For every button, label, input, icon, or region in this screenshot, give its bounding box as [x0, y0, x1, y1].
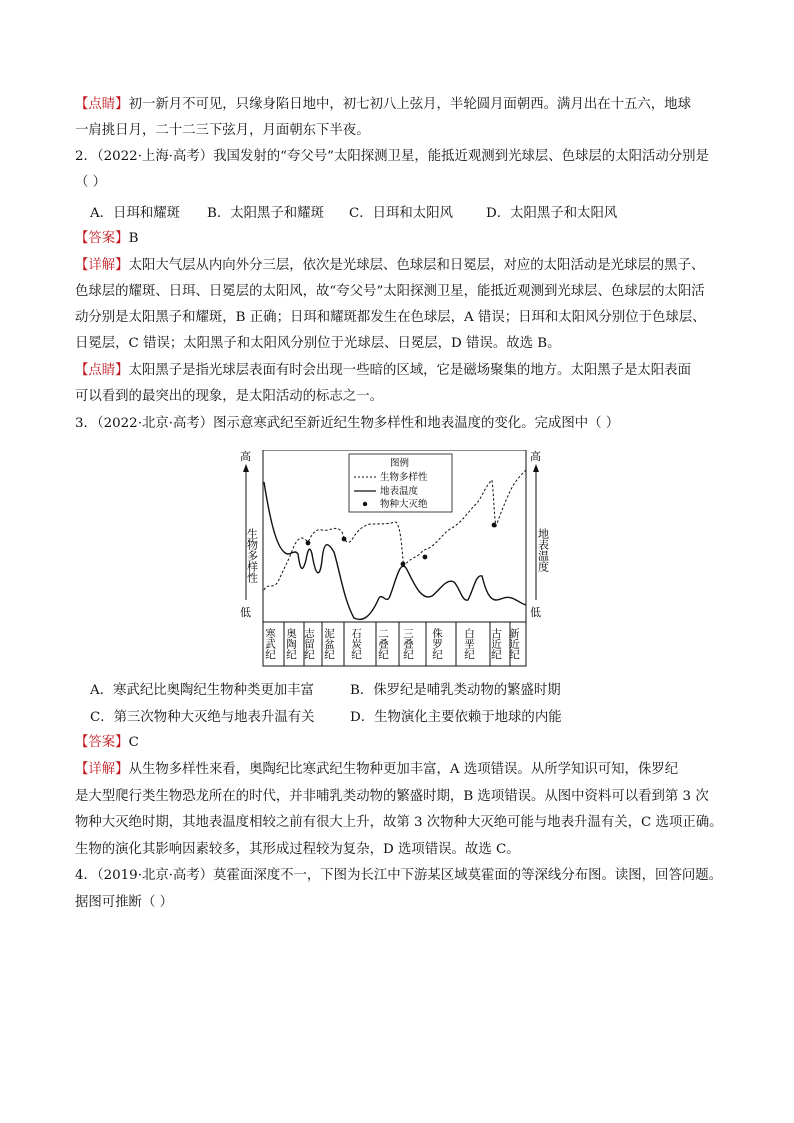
- extinction-dot-1: [306, 541, 311, 546]
- period-neogene: 新近纪: [508, 628, 520, 660]
- q3-detail-line-3: 物种大灭绝时期，其地表温度相较之前有很大上升，故第 3 次物种大灭绝可能与地表升温有关，C 选项正确。: [75, 815, 723, 830]
- period-cambrian: 寒武纪: [264, 628, 276, 660]
- answer-tag: 【答案】: [75, 735, 129, 750]
- period-ordovician: 奥陶纪: [285, 628, 297, 660]
- q3-detail-line-2: 是大型爬行类生物恐龙所在的时代，并非哺乳类动物的繁盛时期，B 选项错误。从图中资料可以看到第 3 次: [75, 789, 709, 804]
- q3-option-a[interactable]: A．寒武纪比奥陶纪生物种类更加丰富: [90, 683, 314, 698]
- q4-stem-line-2: 据图可推断（ ）: [75, 895, 173, 910]
- right-axis-label: 地表温度: [536, 528, 550, 572]
- q3-source: （2022·北京·高考）: [96, 416, 214, 431]
- q2-detail-line-1: [75, 256, 704, 276]
- q4-stem-text: 莫霍面深度不一，下图为长江中下游某区域莫霍面的等深线分布图。读图，回答问题。: [213, 868, 723, 883]
- period-cretaceous: 白垩纪: [463, 628, 475, 660]
- extinction-dot-5: [492, 523, 497, 528]
- period-jurassic: 侏罗纪: [431, 628, 443, 660]
- q4-number: 4．: [75, 868, 97, 883]
- legend-dot: [363, 502, 367, 506]
- q2-answer-line: [75, 229, 138, 249]
- q3-option-d[interactable]: D．生物演化主要依赖于地球的内能: [350, 710, 562, 725]
- q2-detail-line-4: 日冕层，C 错误；太阳黑子和太阳风分别位于光球层、日冕层，D 错误。故选 B。: [75, 336, 561, 351]
- q2-number: 2．: [75, 149, 97, 164]
- left-arrow-head: [243, 464, 249, 472]
- q2-stem-line-1: [75, 147, 709, 167]
- q1-dianjing-line-2: 一肩挑日月，二十二三下弦月，月面朝东下半夜。: [75, 123, 370, 138]
- legend-item-temperature: 地表温度: [380, 486, 419, 497]
- q3-number: 3．: [75, 416, 97, 431]
- q2-dianjing-text-1: 太阳黑子是指光球层表面有时会出现一些暗的区域，它是磁场聚集的地方。太阳黑子是太阳表面: [128, 363, 691, 378]
- period-paleogene: 古近纪: [490, 628, 502, 660]
- extinction-dot-2: [342, 537, 347, 542]
- q3-stem-line: [75, 414, 619, 434]
- q1-dianjing-text-1: 初一新月不可见，只缘身陷日地中，初七初八上弦月，半轮圆月面朝西。满月出在十五六，地球: [128, 97, 691, 112]
- q1-dianjing-line-1: [75, 95, 691, 115]
- q2-stem-text: 我国发射的“夸父号”太阳探测卫星，能抵近观测到光球层、色球层的太阳活动分别是: [213, 149, 709, 164]
- extinction-dot-4: [423, 555, 428, 560]
- period-devonian: 泥盆纪: [323, 628, 335, 660]
- q3-detail-text-1: 从生物多样性来看，奥陶纪比寒武纪生物种更加丰富，A 选项错误。从所学知识可知，侏罗纪: [128, 762, 679, 777]
- q2-dianjing-line-2: 可以看到的最突出的现象，是太阳活动的标志之一。: [75, 389, 383, 404]
- q3-answer-line: [75, 733, 139, 753]
- right-arrow-head: [533, 464, 539, 472]
- period-silurian: 志留纪: [303, 628, 315, 660]
- left-high-label: 高: [240, 450, 251, 463]
- q2-option-d[interactable]: D．太阳黑子和太阳风: [486, 206, 618, 221]
- q2-option-a[interactable]: A．日珥和耀斑: [90, 206, 181, 221]
- q3-detail-line-4: 生物的演化其影响因素较多，其形成过程较为复杂，D 选项错误。故选 C。: [75, 842, 520, 857]
- biodiversity-temperature-figure: [236, 450, 556, 672]
- detail-tag: 【详解】: [75, 762, 129, 777]
- dianjing-tag: 【点睛】: [75, 363, 129, 378]
- answer-tag: 【答案】: [75, 231, 129, 246]
- q3-detail-line-1: [75, 760, 678, 780]
- q4-stem-line-1: [75, 866, 722, 886]
- q2-option-b[interactable]: B．太阳黑子和耀斑: [207, 206, 324, 221]
- dianjing-tag: 【点睛】: [75, 97, 129, 112]
- period-carboniferous: 石炭纪: [350, 628, 362, 660]
- q3-option-b[interactable]: B．侏罗纪是哺乳类动物的繁盛时期: [350, 683, 561, 698]
- q3-stem-text: 图示意寒武纪至新近纪生物多样性和地表温度的变化。完成图中（ ）: [213, 416, 620, 431]
- period-triassic: 三叠纪: [402, 628, 414, 660]
- q2-answer: B: [128, 231, 139, 246]
- legend-item-extinction: 物种大灭绝: [380, 499, 428, 510]
- q2-source: （2022·上海·高考）: [96, 149, 214, 164]
- extinction-dot-3: [401, 562, 406, 567]
- q4-source: （2019·北京·高考）: [96, 868, 214, 883]
- legend-title: 图例: [390, 458, 410, 469]
- left-axis-label: 生物多样性: [245, 528, 259, 583]
- legend-item-biodiversity: 生物多样性: [380, 472, 428, 483]
- left-low-label: 低: [240, 606, 251, 619]
- right-high-label: 高: [530, 450, 541, 463]
- q2-option-c[interactable]: C．日珥和太阳风: [349, 206, 453, 221]
- q2-detail-text-1: 太阳大气层从内向外分三层，依次是光球层、色球层和日冕层，对应的太阳活动是光球层的黑子、: [128, 258, 705, 273]
- detail-tag: 【详解】: [75, 258, 129, 273]
- q2-detail-line-3: 动分别是太阳黑子和耀斑，B 正确；日珥和耀斑都发生在色球层，A 错误；日珥和太阳风分别位于色球层、: [75, 310, 706, 325]
- period-permian: 二叠纪: [377, 628, 389, 660]
- q3-answer: C: [128, 735, 139, 750]
- q3-option-c[interactable]: C．第三次物种大灭绝与地表升温有关: [90, 710, 315, 725]
- q2-detail-line-2: 色球层的耀斑、日珥、日冕层的太阳风，故“夸父号”太阳探测卫星，能抵近观测到光球层、色球层的太阳活: [75, 284, 705, 299]
- q2-stem-line-2: （ ）: [75, 175, 107, 190]
- q2-dianjing-line-1: [75, 361, 691, 381]
- right-low-label: 低: [530, 606, 541, 619]
